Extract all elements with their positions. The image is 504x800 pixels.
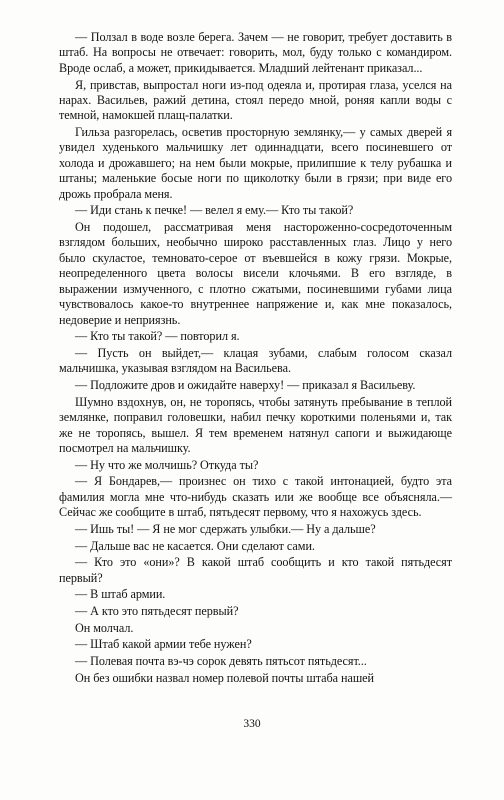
paragraph: — Ну что же молчишь? Откуда ты? <box>75 457 259 472</box>
page-number: 330 <box>243 718 261 730</box>
paragraph: Он без ошибки назвал номер полевой почты штаба нашей <box>75 670 374 685</box>
paragraph: Шумно вздохнув, он, не торопясь, чтобы затянуть пребывание в теплой землянке, поправил головешки, набил печку короткими поленьями и, так же не торопясь, вышел. Я тем временем натянул сапоги и выжидающе посмотрел на мальчишку. <box>59 394 452 455</box>
paragraph: Он подошел, рассматривая меня настороженно-сосредоточенным взглядом больших, необычно широко расставленных глаз. Лицо у него было скуластое, темновато-серое от въевшейся в кожу грязи. Мокрые, неопределенного цвета волосы висели клочьями. В его взгляде, в выражении измученного, с плотно сжатыми, посиневшими губами лица чувствовалось какое-то внутреннее напряжение и, как мне показалось, недоверие и неприязнь. <box>59 220 452 327</box>
paragraph: — Дальше вас не касается. Они сделают сами. <box>75 538 315 553</box>
paragraph: Гильза разгорелась, осветив просторную землянку,— у самых дверей я увидел худенького мальчишку лет одиннадцати, всего посиневшего от холода и дрожавшего; на нем были мокрые, прилипшие к телу рубашка и штаны; маленькие босые ноги по щиколотку были в грязи; при виде его дрожь пробрала меня. <box>59 125 452 201</box>
paragraph: — В штаб армии. <box>75 587 166 602</box>
paragraph: Он молчал. <box>75 620 134 635</box>
paragraph: — Кто ты такой? — повторил я. <box>75 329 240 344</box>
paragraph: — Иди стань к печке! — велел я ему.— Кто ты такой? <box>75 203 354 218</box>
paragraph: — Ползал в воде возле берега. Зачем — не говорит, требует доставить в штаб. На вопросы не отвечает: говорить, мол, буду только с командиром. Вроде ослаб, а может, прикидывается. Младший лейтенант приказал... <box>59 30 452 75</box>
paragraph: — Я Бондарев,— произнес он тихо с такой интонацией, будто эта фамилия могла мне что-нибудь сказать или же вообще все объясняла.— Сейчас же сообщите в штаб, пятьдесят первому, что я нахожусь здесь. <box>59 474 452 520</box>
paragraph: — Полевая почта вэ-чэ сорок девять пятьсот пятьдесят... <box>75 654 367 669</box>
paragraph: — Пусть он выйдет,— клацая зубами, слабым голосом сказал мальчишка, указывая взглядом на Васильева. <box>59 345 452 376</box>
paragraph: Я, привстав, выпростал ноги из-под одеяла и, протирая глаза, уселся на нарах. Васильев, ражий детина, стоял передо мной, роняя капли воды с темной, намокшей плащ-палатки. <box>59 77 452 123</box>
paragraph: — Штаб какой армии тебе нужен? <box>75 637 252 652</box>
paragraph: — Подложите дров и ожидайте наверху! — приказал я Васильеву. <box>75 378 416 393</box>
paragraph: — Ишь ты! — Я не мог сдержать улыбки.— Ну а дальше? <box>75 521 376 536</box>
paragraph: — Кто это «они»? В какой штаб сообщить и кто такой пятьдесят первый? <box>59 555 452 585</box>
paragraph: — А кто это пятьдесят первый? <box>75 604 239 619</box>
book-page <box>59 30 452 688</box>
